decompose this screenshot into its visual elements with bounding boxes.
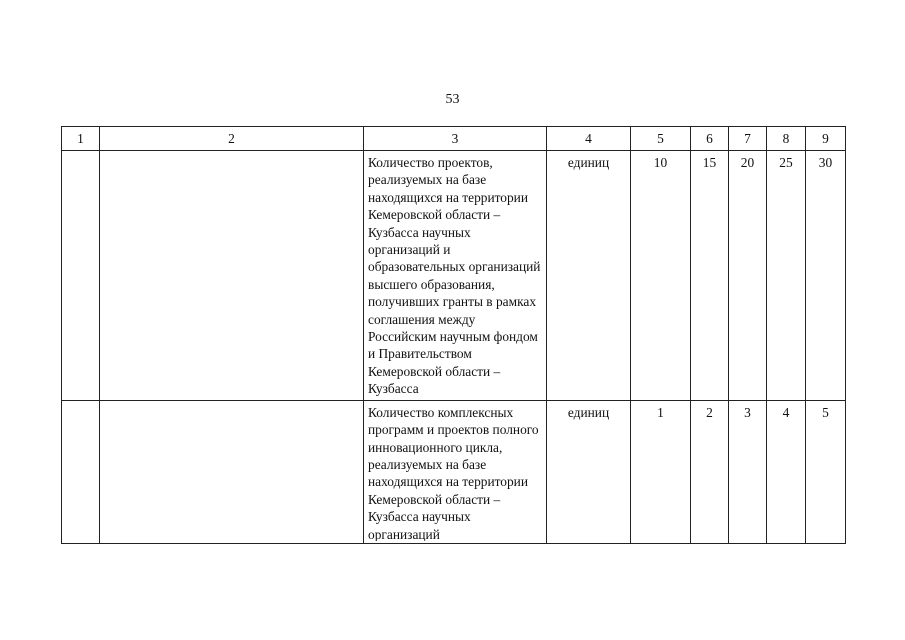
indicators-table [61, 126, 846, 544]
value-cell: 10 [631, 151, 691, 401]
table-header-row [62, 127, 846, 151]
header-cell: 7 [729, 127, 767, 151]
table-row [62, 400, 846, 543]
empty-cell [100, 400, 364, 543]
value-cell: 25 [767, 151, 806, 401]
unit-cell: единиц [547, 151, 631, 401]
unit-cell: единиц [547, 400, 631, 543]
indicator-text: Количество проектов, реализуемых на базе находящихся на территории Кемеровской области – Кузбасса научных организаций и образовательных организаций высшего образования, получивших гранты в рамках соглашения между Российским научным фондом и Правительством Кемеровской области – Кузбасса [364, 151, 547, 401]
indicator-text: Количество комплексных программ и проектов полного инновационного цикла, реализуемых на базе находящихся на территории Кемеровской области – Кузбасса научных организаций [368, 404, 539, 541]
value-cell: 1 [631, 400, 691, 543]
value-cell: 3 [729, 400, 767, 543]
value-cell: 15 [691, 151, 729, 401]
header-cell: 4 [547, 127, 631, 151]
empty-cell [62, 151, 100, 401]
value-cell: 30 [806, 151, 846, 401]
empty-cell [100, 151, 364, 401]
header-cell: 8 [767, 127, 806, 151]
header-cell: 1 [62, 127, 100, 151]
empty-cell [62, 400, 100, 543]
value-cell: 2 [691, 400, 729, 543]
header-cell: 3 [364, 127, 547, 151]
value-cell: 5 [806, 400, 846, 543]
header-cell: 6 [691, 127, 729, 151]
page-number: 53 [445, 92, 460, 107]
table-row [62, 151, 846, 401]
indicator-cell [364, 400, 547, 543]
value-cell: 20 [729, 151, 767, 401]
header-cell: 5 [631, 127, 691, 151]
header-cell: 9 [806, 127, 846, 151]
header-cell: 2 [100, 127, 364, 151]
value-cell: 4 [767, 400, 806, 543]
